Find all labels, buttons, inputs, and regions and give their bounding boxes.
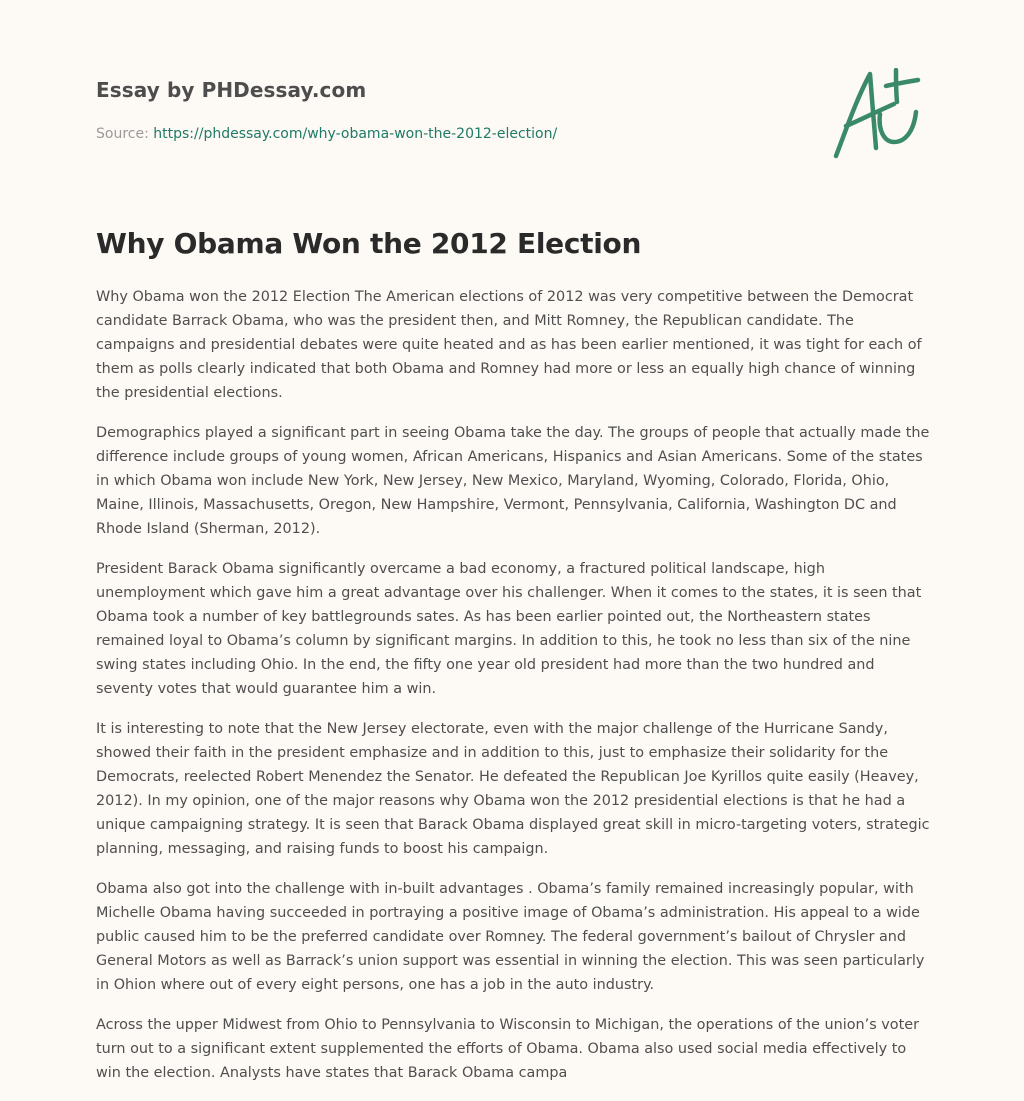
essay-paragraph: Demographics played a significant part in seeing Obama take the day. The groups of people that actually made the difference include groups of young women, African Americans, Hispanics and Asian Americans. Some of the states in which Obama won include New York, New Jersey, New Mexico, Maryland, Wyoming, Colorado, Florida, Ohio, Maine, Illinois, Massachusetts, Oregon, New Hampshire, Vermont, Pennsylvania, California, Washington DC and Rhode Island (Sherman, 2012). xyxy=(96,425,930,537)
source-label: Source: xyxy=(96,126,154,142)
essay-paragraph: Why Obama won the 2012 Election The American elections of 2012 was very competitive between the Democrat candidate Barrack Obama, who was the president then, and Mitt Romney, the Republican candidate. The campaigns and presidential debates were quite heated and as has been earlier mentioned, it was tight for each of them as polls clearly indicated that both Obama and Romney had more or less an equally high chance of winning the presidential elections. xyxy=(96,289,922,401)
site-brand: Essay by PHDessay.com xyxy=(96,78,367,102)
essay-paragraph: Obama also got into the challenge with in-built advantages . Obama’s family remained increasingly popular, with Michelle Obama having succeeded in portraying a positive image of Obama’s administration. His appeal to a wide public caused him to be the preferred candidate over Romney. The federal government’s bailout of Chrysler and General Motors as well as Barrack’s union support was essential in winning the election. This was seen particularly in Ohion where out of every eight persons, one has a job in the auto industry. xyxy=(96,881,925,993)
essay-title: Why Obama Won the 2012 Election xyxy=(96,227,642,260)
essay-paragraph: Across the upper Midwest from Ohio to Pennsylvania to Wisconsin to Michigan, the operations of the union’s voter turn out to a significant extent supplemented the efforts of Obama. Obama also used social media effectively to win the election. Analysts have states that Barack Obama campa xyxy=(96,1017,919,1081)
page-header xyxy=(96,76,928,186)
source-link[interactable]: https://phdessay.com/why-obama-won-the-2012-election/ xyxy=(153,126,558,142)
essay-paragraph: It is interesting to note that the New Jersey electorate, even with the major challenge of the Hurricane Sandy, showed their faith in the president emphasize and in addition to this, just to emphasize their solidarity for the Democrats, reelected Robert Menendez the Senator. He defeated the Republican Joe Kyrillos quite easily (Heavey, 2012). In my opinion, one of the major reasons why Obama won the 2012 presidential elections is that he had a unique campaigning strategy. It is seen that Barack Obama displayed great skill in micro-targeting voters, strategic planning, messaging, and raising funds to boost his campaign. xyxy=(96,721,930,857)
essay-body xyxy=(96,285,931,1101)
source-line xyxy=(96,124,557,144)
essay-paragraph: President Barack Obama significantly overcame a bad economy, a fractured political landscape, high unemployment which gave him a great advantage over his challenger. When it comes to the states, it is seen that Obama took a number of key battlegrounds sates. As has been earlier pointed out, the Northeastern states remained loyal to Obama’s column by significant margins. In addition to this, he took no less than six of the nine swing states including Ohio. In the end, the fifty one year old president had more than the two hundred and seventy votes that would guarantee him a win. xyxy=(96,561,922,697)
a-plus-logo-icon xyxy=(828,68,928,160)
